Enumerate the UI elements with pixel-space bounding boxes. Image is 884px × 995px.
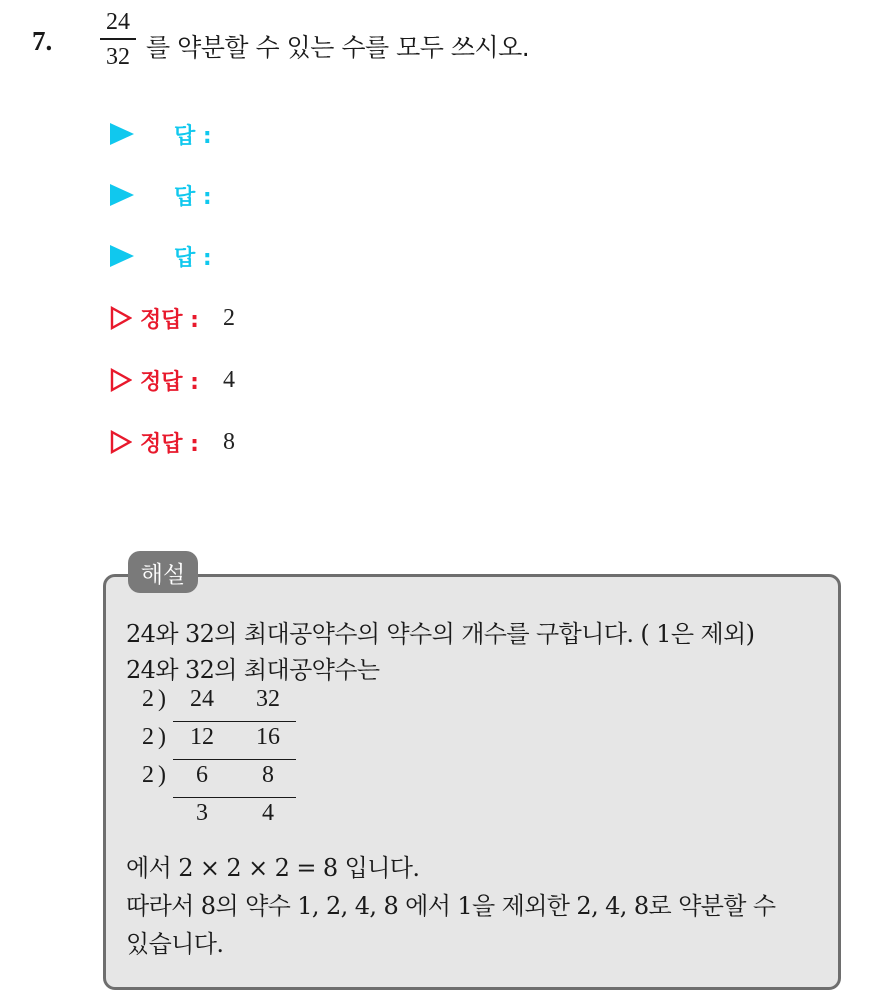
answer-label: 답 : [174, 245, 212, 271]
division-divisor: 2 [142, 762, 154, 788]
correct-answer-value: 8 [222, 428, 235, 455]
division-row [140, 686, 310, 718]
fraction-denominator: 32 [106, 44, 130, 70]
division-paren: ) [158, 762, 166, 788]
play-triangle-icon [110, 184, 134, 206]
correct-answer-row [110, 425, 235, 459]
correct-answer-label: 정답 : [140, 431, 199, 457]
play-triangle-icon [110, 245, 134, 267]
outline-triangle-icon [110, 368, 132, 392]
explanation-line: 24와 32의 최대공약수는 [126, 656, 380, 684]
division-value-b: 16 [256, 724, 280, 750]
division-value-b: 8 [262, 762, 274, 788]
answer-label: 답 : [174, 184, 212, 210]
division-value-b: 32 [256, 686, 280, 712]
question-text: 를 약분할 수 있는 수를 모두 쓰시오. [146, 33, 530, 62]
division-row [140, 762, 310, 794]
division-value-a: 6 [196, 762, 208, 788]
explanation-tab: 해설 [128, 551, 198, 593]
explanation-line: 따라서 8의 약수 1, 2, 4, 8 에서 1을 제외한 2, 4, 8로 약분할 수 [126, 892, 776, 920]
division-value-a: 24 [190, 686, 214, 712]
explanation-line: 있습니다. [126, 930, 224, 958]
division-divisor: 2 [142, 724, 154, 750]
division-value-a: 12 [190, 724, 214, 750]
division-paren: ) [158, 686, 166, 712]
division-underline [173, 797, 296, 798]
correct-answer-row [110, 363, 235, 397]
answer-label: 답 : [174, 123, 212, 149]
division-row [140, 724, 310, 756]
division-underline [173, 721, 296, 722]
question-fraction [100, 10, 136, 69]
answer-row[interactable] [110, 117, 212, 151]
answer-row[interactable] [110, 178, 212, 212]
play-triangle-icon [110, 123, 134, 145]
correct-answer-value: 2 [222, 304, 235, 331]
question-number: 7. [32, 26, 53, 56]
division-row [140, 800, 310, 832]
correct-answer-value: 4 [222, 366, 235, 393]
outline-triangle-icon [110, 306, 132, 330]
division-underline [173, 759, 296, 760]
division-paren: ) [158, 724, 166, 750]
answer-row[interactable] [110, 239, 212, 273]
division-divisor: 2 [142, 686, 154, 712]
ladder-division [140, 686, 310, 836]
division-value-a: 3 [196, 800, 208, 826]
explanation-line: 24와 32의 최대공약수의 약수의 개수를 구합니다. ( 1은 제외) [126, 620, 755, 648]
fraction-numerator: 24 [106, 9, 130, 35]
division-value-b: 4 [262, 800, 274, 826]
outline-triangle-icon [110, 430, 132, 454]
correct-answer-label: 정답 : [140, 307, 199, 333]
correct-answer-row [110, 301, 235, 335]
correct-answer-label: 정답 : [140, 369, 199, 395]
explanation-line: 에서 2 × 2 × 2 = 8 입니다. [126, 854, 420, 882]
